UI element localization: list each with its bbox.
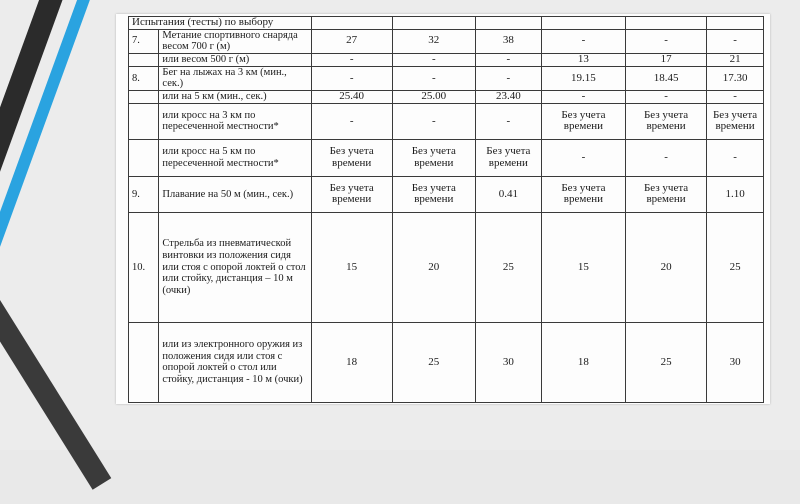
norm-value: Без учета времени bbox=[311, 139, 392, 176]
norm-value: 18 bbox=[541, 322, 625, 402]
table-row bbox=[129, 139, 764, 176]
norm-value: 15 bbox=[541, 212, 625, 322]
test-name: или кросс на 5 км по пересеченной местности* bbox=[159, 139, 311, 176]
norm-value: 19.15 bbox=[541, 66, 625, 90]
norm-value: 20 bbox=[392, 212, 475, 322]
row-number bbox=[129, 53, 159, 66]
norm-value: 13 bbox=[541, 53, 625, 66]
norm-value: 25 bbox=[626, 322, 707, 402]
norm-value: Без учета времени bbox=[541, 103, 625, 139]
norm-value: 25 bbox=[392, 322, 475, 402]
test-name: Стрельба из пневматической винтовки из положения сидя или стоя с опорой локтей о стол или стойку, дистанция – 10 м (очки) bbox=[159, 212, 311, 322]
norm-value: 15 bbox=[311, 212, 392, 322]
test-name: Метание спортивного снаряда весом 700 г (м) bbox=[159, 29, 311, 53]
norm-value: 18.45 bbox=[626, 66, 707, 90]
row-number: 7. bbox=[129, 29, 159, 53]
norm-value: - bbox=[707, 29, 764, 53]
norm-value: - bbox=[475, 53, 541, 66]
norm-value: Без учета времени bbox=[626, 103, 707, 139]
norm-value: - bbox=[626, 29, 707, 53]
norm-value: - bbox=[392, 53, 475, 66]
test-name: или кросс на 3 км по пересеченной местности* bbox=[159, 103, 311, 139]
test-name: или из электронного оружия из положения сидя или стоя с опорой локтей о стол или стойку, дистанция - 10 м (очки) bbox=[159, 322, 311, 402]
norm-value: 25.40 bbox=[311, 90, 392, 103]
norm-value: Без учета времени bbox=[475, 139, 541, 176]
norm-value: 25 bbox=[707, 212, 764, 322]
norm-value: 23.40 bbox=[475, 90, 541, 103]
norm-value: - bbox=[626, 139, 707, 176]
table-row bbox=[129, 29, 764, 53]
norm-value: Без учета времени bbox=[392, 139, 475, 176]
table-row bbox=[129, 66, 764, 90]
row-number bbox=[129, 322, 159, 402]
norm-value: Без учета времени bbox=[541, 176, 625, 212]
norm-value: - bbox=[475, 66, 541, 90]
test-name: Плавание на 50 м (мин., сек.) bbox=[159, 176, 311, 212]
norm-value: 30 bbox=[475, 322, 541, 402]
norm-value: - bbox=[626, 90, 707, 103]
norm-value: 25.00 bbox=[392, 90, 475, 103]
norm-value: 17.30 bbox=[707, 66, 764, 90]
norm-value: 30 bbox=[707, 322, 764, 402]
norm-value: 0.41 bbox=[475, 176, 541, 212]
norm-value: Без учета времени bbox=[707, 103, 764, 139]
row-number: 8. bbox=[129, 66, 159, 90]
norm-value: - bbox=[392, 103, 475, 139]
norm-value: 17 bbox=[626, 53, 707, 66]
norm-value: 27 bbox=[311, 29, 392, 53]
norm-value: 18 bbox=[311, 322, 392, 402]
norm-value: - bbox=[541, 139, 625, 176]
norm-value: 21 bbox=[707, 53, 764, 66]
standards-table bbox=[128, 16, 764, 403]
norm-value: - bbox=[707, 90, 764, 103]
table-row bbox=[129, 212, 764, 322]
test-name: Бег на лыжах на 3 км (мин., сек.) bbox=[159, 66, 311, 90]
table-row bbox=[129, 103, 764, 139]
norm-value: - bbox=[541, 90, 625, 103]
norm-value: 20 bbox=[626, 212, 707, 322]
row-number bbox=[129, 103, 159, 139]
test-name: или на 5 км (мин., сек.) bbox=[159, 90, 311, 103]
row-number bbox=[129, 139, 159, 176]
norm-value: Без учета времени bbox=[392, 176, 475, 212]
norm-value: 25 bbox=[475, 212, 541, 322]
table-row bbox=[129, 176, 764, 212]
norm-value: - bbox=[475, 103, 541, 139]
norm-value: - bbox=[707, 139, 764, 176]
row-number: 9. bbox=[129, 176, 159, 212]
norm-value: - bbox=[392, 66, 475, 90]
norm-value: 1.10 bbox=[707, 176, 764, 212]
norm-value: - bbox=[311, 66, 392, 90]
test-name: или весом 500 г (м) bbox=[159, 53, 311, 66]
norm-value: 38 bbox=[475, 29, 541, 53]
row-number bbox=[129, 90, 159, 103]
section-header: Испытания (тесты) по выбору bbox=[129, 17, 312, 30]
norm-value: 32 bbox=[392, 29, 475, 53]
norm-value: Без учета времени bbox=[626, 176, 707, 212]
norm-value: - bbox=[541, 29, 625, 53]
norm-value: - bbox=[311, 103, 392, 139]
table-row bbox=[129, 90, 764, 103]
row-number: 10. bbox=[129, 212, 159, 322]
table-row bbox=[129, 53, 764, 66]
norm-value: Без учета времени bbox=[311, 176, 392, 212]
table-row bbox=[129, 322, 764, 402]
norm-value: - bbox=[311, 53, 392, 66]
